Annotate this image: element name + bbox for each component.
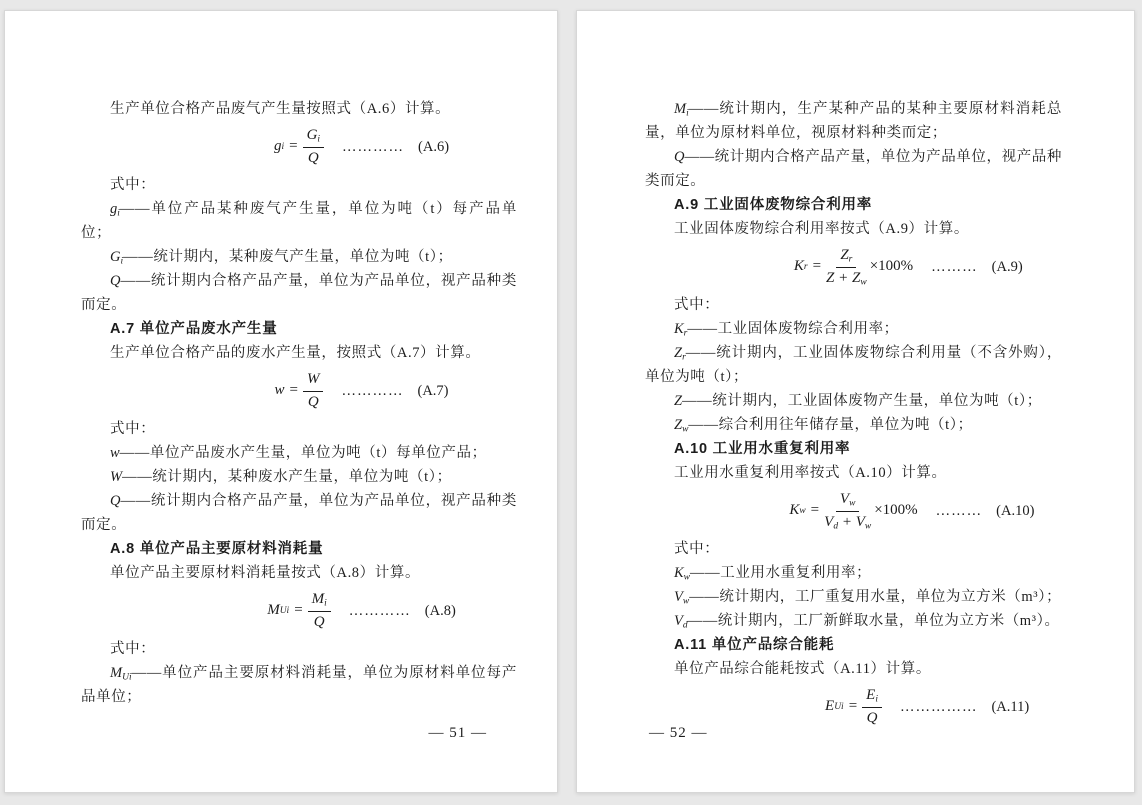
formula-row — [645, 488, 1062, 534]
text-run: ——单位产品某种废气产生量，单位为吨（t）每产品单位； — [81, 201, 517, 241]
text-run: ——工业固体废物综合利用率； — [687, 321, 899, 337]
text-run: + — [838, 513, 856, 530]
formula-row — [81, 124, 517, 170]
math-variable: Q — [307, 393, 319, 410]
math-variable: Z — [852, 269, 861, 286]
formula-label: (A.11) — [991, 699, 1030, 715]
page-52-content — [645, 97, 1062, 733]
paragraph — [81, 97, 517, 121]
equals-sign: = — [294, 602, 303, 619]
text-run: 式中： — [110, 177, 156, 193]
formula-label: (A.10) — [996, 503, 1035, 519]
math-variable: w — [683, 572, 691, 583]
paragraph — [81, 245, 517, 269]
text-run: ——统计期内，工业固体废物产生量，单位为吨（t）； — [682, 393, 1042, 409]
math-variable: G — [110, 249, 121, 265]
equation: M Ui = $\frac{M_i}{Q}$ — [267, 591, 331, 631]
math-variable: i — [120, 256, 124, 267]
text-run: A.9 工业固体废物综合利用率 — [674, 197, 873, 213]
equals-sign: = — [848, 698, 858, 715]
formula-leader — [913, 255, 1062, 279]
fraction-numerator — [836, 247, 856, 267]
formula-leader — [882, 695, 1062, 719]
math-variable: r — [683, 328, 688, 339]
math-variable: g — [110, 201, 118, 217]
paragraph — [81, 341, 517, 365]
formula-row — [81, 588, 517, 634]
fraction-numerator — [308, 591, 331, 611]
text-run: A.7 单位产品废水产生量 — [110, 321, 278, 337]
math-variable: i — [686, 108, 689, 119]
text-run: A.11 单位产品综合能耗 — [674, 637, 835, 653]
section-heading — [645, 437, 1062, 461]
leader-dots: ……… — [935, 503, 983, 519]
math-variable: M — [267, 602, 280, 619]
math-variable: w — [849, 498, 856, 509]
paragraph — [81, 637, 517, 661]
text-run: ——统计期内，某种废气产生量，单位为吨（t）； — [123, 249, 453, 265]
math-variable: r — [848, 254, 853, 265]
math-variable: V — [674, 613, 683, 629]
document-page-51 — [4, 10, 558, 793]
formula-leader — [323, 379, 517, 403]
text-run: 工业用水重复利用率按式（A.10）计算。 — [674, 465, 947, 481]
fraction-denominator — [867, 708, 878, 727]
formula-row — [645, 244, 1062, 290]
leader-dots: ………… — [342, 139, 405, 155]
math-variable: w — [864, 520, 872, 531]
formula-label: (A.8) — [424, 603, 456, 619]
math-variable: w — [110, 445, 120, 461]
paragraph — [81, 197, 517, 245]
text-run: 工业固体废物综合利用率按式（A.9）计算。 — [674, 221, 969, 237]
math-variable: Q — [110, 493, 121, 509]
math-variable: W — [110, 469, 123, 485]
math-variable: Q — [674, 149, 685, 165]
paragraph — [645, 461, 1062, 485]
leader-dots: ………… — [348, 603, 411, 619]
text-run: 生产单位合格产品的废水产生量，按照式（A.7）计算。 — [110, 345, 481, 361]
leader-dots: …………… — [899, 699, 978, 715]
text-run: 单位产品综合能耗按式（A.11）计算。 — [674, 661, 931, 677]
math-variable: g — [273, 138, 282, 155]
fraction-denominator — [308, 392, 319, 411]
math-variable: w — [682, 424, 689, 435]
equation — [275, 371, 324, 411]
section-heading — [645, 193, 1062, 217]
section-heading — [81, 537, 517, 561]
formula-label: (A.9) — [991, 259, 1023, 275]
text-run: ——综合利用往年储存量，单位为吨（t）； — [688, 417, 973, 433]
text-run: ——工业用水重复利用率； — [690, 565, 872, 581]
paragraph — [81, 417, 517, 441]
fraction-numerator — [303, 127, 324, 147]
paragraph — [81, 441, 517, 465]
text-run: ——统计期内合格产品产量，单位为产品单位，视产品种类而定。 — [81, 493, 517, 533]
math-variable: w — [682, 596, 690, 607]
equals-sign: = — [812, 258, 822, 275]
math-variable: V — [674, 589, 683, 605]
formula-row — [81, 368, 517, 414]
fraction — [308, 591, 331, 631]
text-run: A.10 工业用水重复利用率 — [674, 441, 851, 457]
text-run: ——统计期内合格产品产量，单位为产品单位，视产品种类而定。 — [81, 273, 517, 313]
paragraph — [645, 341, 1062, 389]
math-variable: E — [866, 687, 876, 704]
text-run: 式中： — [674, 541, 720, 557]
page-number-52: — 52 — — [649, 725, 708, 741]
math-variable: W — [306, 371, 320, 388]
fraction-numerator — [862, 687, 882, 707]
equation: g i = $\frac{G_i}{Q}$ — [274, 127, 324, 167]
page-number-51: — 51 — — [428, 725, 487, 741]
math-variable: E — [825, 698, 835, 715]
math-variable: V — [839, 491, 850, 508]
math-variable: K — [674, 321, 684, 337]
paragraph — [81, 269, 517, 317]
paragraph — [645, 145, 1062, 193]
math-variable: M — [311, 591, 325, 608]
text-run: 式中： — [674, 297, 720, 313]
paragraph — [81, 489, 517, 537]
math-variable: d — [833, 520, 839, 531]
fraction — [303, 127, 324, 167]
paragraph — [645, 389, 1062, 413]
paragraph — [645, 585, 1062, 609]
leader-dots: ………… — [341, 383, 404, 399]
math-variable: d — [682, 620, 688, 631]
math-variable: i — [317, 134, 321, 145]
fraction — [303, 371, 324, 411]
paragraph — [81, 561, 517, 585]
math-variable: K — [789, 502, 800, 519]
page-51-content — [81, 97, 517, 709]
section-heading — [645, 633, 1062, 657]
math-variable: V — [855, 513, 865, 530]
math-variable: Q — [110, 273, 121, 289]
math-variable: i — [117, 208, 120, 219]
math-variable: Z — [840, 247, 849, 264]
math-variable: Z — [674, 345, 683, 361]
paragraph — [645, 293, 1062, 317]
math-variable: K — [793, 258, 804, 275]
text-run: ——统计期内，工业固体废物综合利用量（不含外购），单位为吨（t）； — [645, 345, 1062, 385]
equals-sign: = — [289, 382, 298, 399]
text-run: 式中： — [110, 641, 156, 657]
math-variable: M — [674, 101, 687, 117]
fraction-denominator — [314, 612, 325, 631]
fraction-denominator — [826, 268, 867, 287]
text-run: ——单位产品主要原材料消耗量，单位为原材料单位每产品单位； — [81, 665, 517, 705]
document-page-52 — [576, 10, 1135, 793]
paragraph — [645, 609, 1062, 633]
math-variable: G — [306, 127, 318, 144]
math-variable: Q — [866, 709, 878, 726]
math-variable: Ui — [122, 672, 132, 683]
formula-row — [645, 684, 1062, 730]
text-run: ——单位产品废水产生量，单位为吨（t）每单位产品； — [119, 445, 487, 461]
paragraph — [81, 661, 517, 709]
math-variable: Z — [674, 393, 683, 409]
fraction — [826, 247, 867, 287]
paragraph — [645, 217, 1062, 241]
math-variable: i — [324, 598, 327, 609]
math-variable: Z — [826, 269, 835, 286]
fraction-numerator — [836, 491, 860, 511]
math-variable: i — [875, 694, 878, 705]
fraction — [862, 687, 882, 727]
formula-label: (A.6) — [418, 139, 450, 155]
section-heading — [81, 317, 517, 341]
equals-sign: = — [289, 138, 298, 155]
text-run: A.8 单位产品主要原材料消耗量 — [110, 541, 324, 557]
math-variable: K — [674, 565, 684, 581]
equation: K w = $\frac{V_w}{V_d + V_w}$ ×100% — [789, 491, 918, 531]
math-variable: r — [682, 352, 686, 363]
text-run: ——统计期内，生产某种产品的某种主要原材料消耗总量，单位为原材料单位，视原材料种类而定； — [645, 101, 1062, 141]
fraction-numerator — [303, 371, 324, 391]
paragraph — [645, 561, 1062, 585]
equals-sign: = — [810, 502, 820, 519]
text-run: + — [834, 269, 852, 286]
math-variable: V — [824, 513, 834, 530]
formula-leader — [324, 135, 517, 159]
equation: E Ui = $\frac{E_i}{Q}$ — [825, 687, 882, 727]
text-run: 单位产品主要原材料消耗量按式（A.8）计算。 — [110, 565, 421, 581]
math-variable: w — [274, 382, 285, 399]
text-run: 式中： — [110, 421, 156, 437]
fraction-denominator — [824, 512, 871, 531]
text-run: ——统计期内，工厂新鲜取水量，单位为立方米（m³）。 — [687, 613, 1060, 629]
fraction — [824, 491, 871, 531]
formula-leader — [918, 499, 1062, 523]
math-variable: Q — [307, 149, 319, 166]
text-run: ——统计期内，工厂重复用水量，单位为立方米（m³）； — [689, 589, 1062, 605]
equation: K r = $\frac{Z_r}{Z + Z_w}$ ×100% — [793, 247, 914, 287]
math-variable: Z — [674, 417, 683, 433]
paragraph — [645, 537, 1062, 561]
math-variable: w — [860, 276, 867, 287]
text-run: ——统计期内合格产品产量，单位为产品单位，视产品种类而定。 — [645, 149, 1062, 189]
paragraph — [645, 97, 1062, 145]
paragraph — [645, 413, 1062, 437]
paragraph — [81, 173, 517, 197]
percent-multiplier: ×100% — [874, 502, 918, 519]
paragraph — [81, 465, 517, 489]
paragraph — [645, 317, 1062, 341]
formula-label: (A.7) — [417, 383, 449, 399]
fraction-denominator — [308, 148, 319, 167]
math-variable: Q — [313, 613, 325, 630]
leader-dots: ……… — [931, 259, 978, 275]
formula-leader — [331, 599, 517, 623]
text-run: 生产单位合格产品废气产生量按照式（A.6）计算。 — [110, 101, 451, 117]
percent-multiplier: ×100% — [869, 258, 914, 275]
paragraph — [645, 657, 1062, 681]
math-variable: M — [110, 665, 123, 681]
text-run: ——统计期内，某种废水产生量，单位为吨（t）； — [122, 469, 452, 485]
